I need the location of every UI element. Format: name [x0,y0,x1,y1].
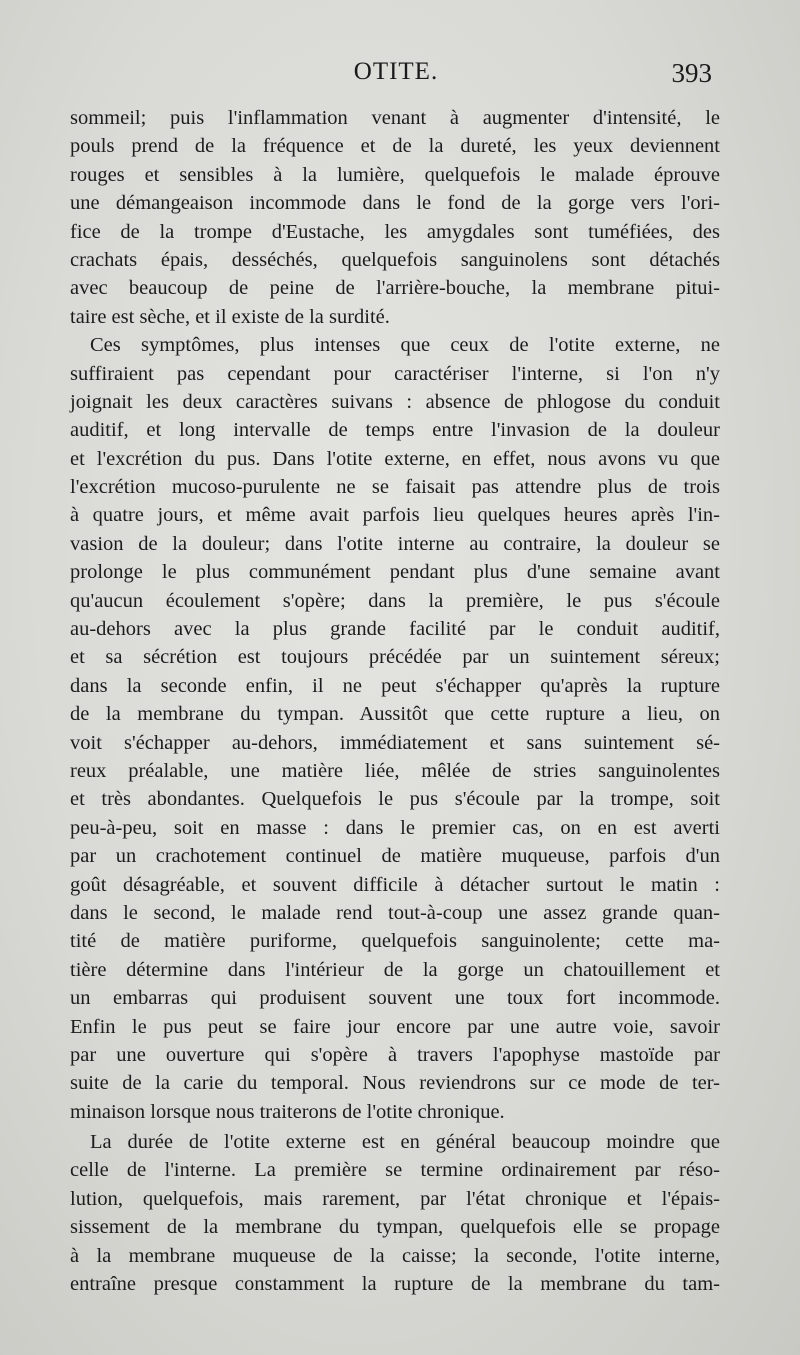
page-number: 393 [671,58,712,88]
text-line: reux préalable, une matière liée, mêlée de stries sanguinolentes [70,759,720,782]
text-line: à quatre jours, et même avait parfois lieu quelques heures après l'in- [70,504,720,527]
text-line: un embarras qui produisent souvent une toux fort incommode. [70,987,720,1010]
text-line: suffiraient pas cependant pour caractériser l'interne, si l'on n'y [70,362,720,385]
page-header [72,58,720,94]
text-line: joignait les deux caractères suivans : absence de phlogose du conduit [70,390,720,413]
paragraph-start-line: Ces symptômes, plus intenses que ceux de l'otite externe, ne [90,334,720,357]
text-line: une démangeaison incommode dans le fond de la gorge vers l'ori- [70,192,720,215]
text-line: vasion de la douleur; dans l'otite interne au contraire, la douleur se [70,532,720,555]
text-line: avec beaucoup de peine de l'arrière-bouche, la membrane pitui- [70,277,720,300]
text-line: l'excrétion mucoso-purulente ne se faisait pas attendre plus de trois [70,476,720,499]
text-line: rouges et sensibles à la lumière, quelquefois le malade éprouve [70,163,720,186]
text-line: et très abondantes. Quelquefois le pus s'écoule par la trompe, soit [70,788,720,811]
text-line: crachats épais, desséchés, quelquefois sanguinolens sont détachés [70,248,720,271]
text-line: et sa sécrétion est toujours précédée par un suintement séreux; [70,646,720,669]
text-line: peu-à-peu, soit en masse : dans le premier cas, on en est averti [70,816,720,839]
text-line: Enfin le pus peut se faire jour encore par une autre voie, savoir [70,1015,720,1038]
text-line: par une ouverture qui s'opère à travers l'apophyse mastoïde par [70,1043,720,1066]
text-line: de la membrane du tympan. Aussitôt que cette rupture a lieu, on [70,703,720,726]
text-line: auditif, et long intervalle de temps entre l'invasion de la douleur [70,419,720,442]
text-line: minaison lorsque nous traiterons de l'otite chronique. [70,1100,505,1123]
text-line: suite de la carie du temporal. Nous reviendrons sur ce mode de ter- [70,1072,720,1095]
text-line: celle de l'interne. La première se termine ordinairement par réso- [70,1159,720,1182]
text-line: prolonge le plus communément pendant plus d'une semaine avant [70,561,720,584]
text-line: tité de matière puriforme, quelquefois sanguinolente; cette ma- [70,930,720,953]
text-line: fice de la trompe d'Eustache, les amygdales sont tuméfiées, des [70,220,720,243]
text-line: goût désagréable, et souvent difficile à détacher surtout le matin : [70,873,720,896]
text-line: entraîne presque constamment la rupture de la membrane du tam- [70,1273,720,1296]
text-line: et l'excrétion du pus. Dans l'otite externe, en effet, nous avons vu que [70,447,720,470]
text-line: dans la seconde enfin, il ne peut s'échapper qu'après la rupture [70,674,720,697]
text-line: lution, quelquefois, mais rarement, par l'état chronique et l'épais- [70,1187,720,1210]
text-line: à la membrane muqueuse de la caisse; la seconde, l'otite interne, [70,1244,720,1267]
text-line: au-dehors avec la plus grande facilité par le conduit auditif, [70,618,720,641]
text-line: tière détermine dans l'intérieur de la gorge un chatouillement et [70,958,720,981]
text-line: sissement de la membrane du tympan, quelquefois elle se propage [70,1216,720,1239]
text-line: dans le second, le malade rend tout-à-coup une assez grande quan- [70,901,720,924]
text-line: qu'aucun écoulement s'opère; dans la première, le pus s'écoule [70,589,720,612]
text-line: voit s'échapper au-dehors, immédiatement et sans suintement sé- [70,731,720,754]
body-text [70,104,720,1298]
text-line: pouls prend de la fréquence et de la dureté, les yeux deviennent [70,135,720,158]
paragraph-start-line: La durée de l'otite externe est en général beaucoup moindre que [90,1131,720,1154]
running-title: OTITE. [353,58,439,85]
text-line: taire est sèche, et il existe de la surdité. [70,305,390,328]
text-line: sommeil; puis l'inflammation venant à augmenter d'intensité, le [70,107,720,129]
text-line: par un crachotement continuel de matière muqueuse, parfois d'un [70,845,720,868]
